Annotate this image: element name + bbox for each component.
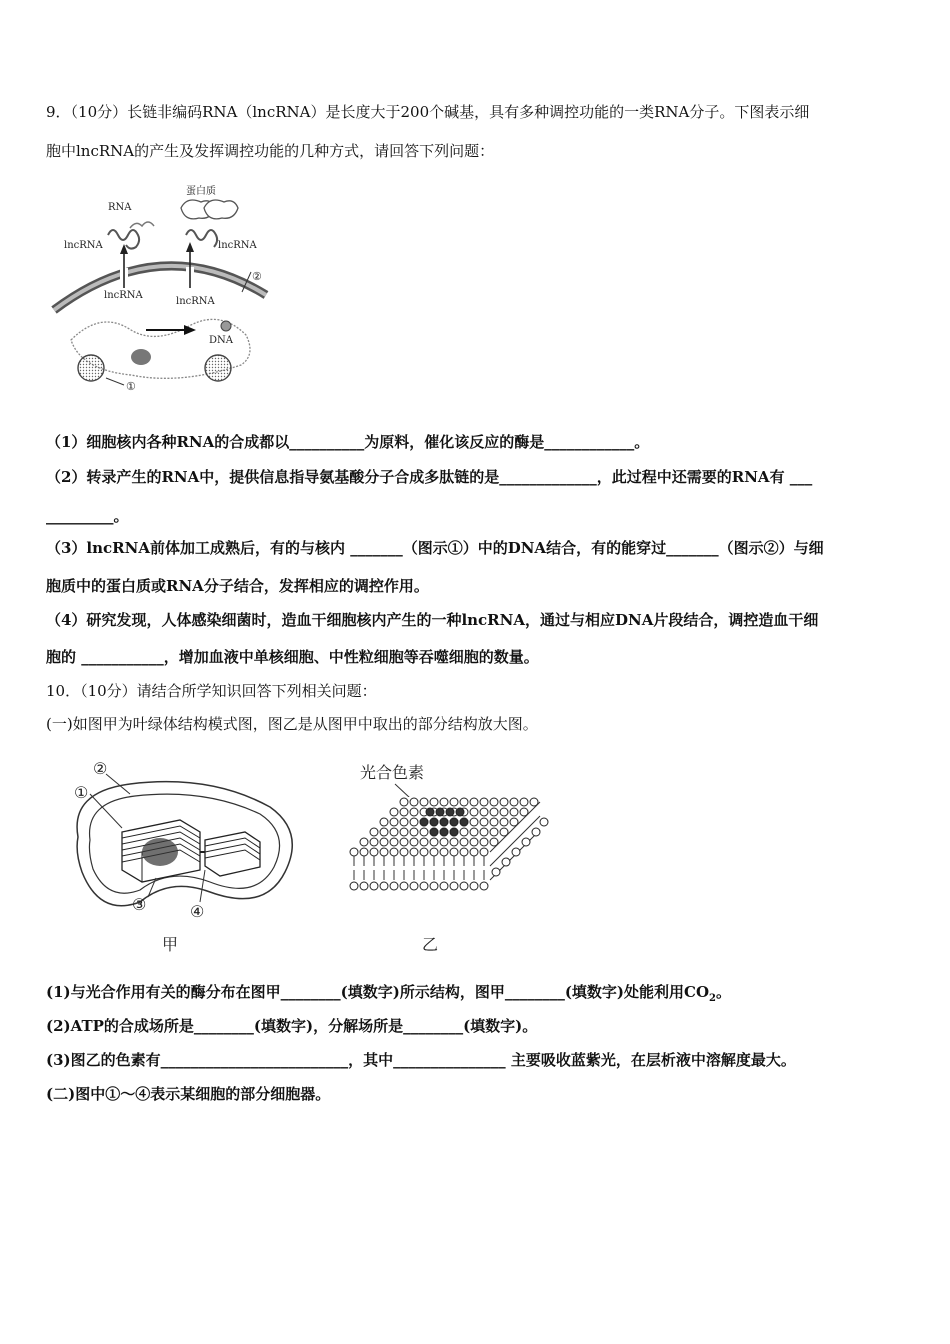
label-protein: 蛋白质 xyxy=(186,186,216,197)
label-rna: RNA xyxy=(108,202,132,213)
q9-stem-line1-text: 9．（10分）长链非编码RNA（lncRNA）是长度大于200个碱基，具有多种调控功能的一类RNA分子。下图表示细 xyxy=(46,103,810,121)
q9-part3-line1 xyxy=(46,538,824,558)
q9-stem-line2 xyxy=(46,141,494,161)
label-dna: DNA xyxy=(209,335,233,346)
q9-part2-line1 xyxy=(46,467,812,487)
rna-strand xyxy=(130,222,154,228)
label-n2: ② xyxy=(93,759,108,778)
q10-part3 xyxy=(46,1050,796,1070)
q9-part3-line2-text: 胞质中的蛋白质或RNA分子结合，发挥相应的调控作用。 xyxy=(46,577,429,595)
label-yi: 乙 xyxy=(422,935,439,954)
q10-part3-text: (3)图乙的色素有_________________________，其中_______________ 主要吸收蓝紫光，在层析液中溶解度最大。 xyxy=(46,1051,796,1069)
q9-part2-line1-text: （2）转录产生的RNA中，提供信息指导氨基酸分子合成多肽链的是_____________，此过程中还需要的RNA有 ___ xyxy=(46,468,813,486)
q9-part2-line2-text: _________。 xyxy=(46,507,129,525)
q9-part2-line2 xyxy=(46,506,129,526)
q10-stem-line2-text: (一)如图甲为叶绿体结构模式图，图乙是从图甲中取出的部分结构放大图。 xyxy=(46,715,538,733)
membrane-bilayer xyxy=(350,797,548,892)
q9-part3-line2 xyxy=(46,576,429,596)
label-lncrna-left: lncRNA xyxy=(64,240,103,251)
q10-stem-line1 xyxy=(46,681,377,701)
q9-stem-line2-text: 胞中lncRNA的产生及发挥调控功能的几种方式，请回答下列问题： xyxy=(46,142,495,160)
q9-part4-line1 xyxy=(46,610,818,630)
q10-part-two-intro-text: (二)图中①～④表示某细胞的部分细胞器。 xyxy=(46,1085,331,1103)
protein-shape-right xyxy=(204,200,238,219)
q10-stem-line1-text: 10．（10分）请结合所学知识回答下列相关问题： xyxy=(46,682,377,700)
polymerase xyxy=(131,349,151,365)
q9-part4-line2 xyxy=(46,647,539,667)
q10-part2-text: (2)ATP的合成场所是________(填数字)，分解场所是________(填数字)。 xyxy=(46,1017,538,1035)
q9-stem-line1 xyxy=(46,102,809,122)
nucleosome-left xyxy=(78,355,104,381)
q9-part3-line1-text: （3）lncRNA前体加工成熟后，有的与核内 _______（图示①）中的DNA结合，有的能穿过_______（图示②）与细 xyxy=(46,539,824,557)
q10-stem-line2 xyxy=(46,714,538,734)
q9-part1-text: （1）细胞核内各种RNA的合成都以__________为原料，催化该反应的酶是____________。 xyxy=(46,433,650,451)
q9-part1 xyxy=(46,432,649,452)
grana-stack-main xyxy=(122,820,200,882)
label-lncrna-mid1: lncRNA xyxy=(104,290,143,301)
label-circle-1: ① xyxy=(126,380,136,393)
q10-part2 xyxy=(46,1016,537,1036)
label-lncrna-right: lncRNA xyxy=(218,240,257,251)
label-n3: ③ xyxy=(132,895,147,914)
q10-part1 xyxy=(46,982,731,1009)
label-pigment: 光合色素 xyxy=(360,763,425,782)
label-lncrna-mid2: lncRNA xyxy=(176,296,215,307)
nucleosome-right xyxy=(205,355,231,381)
label-n1: ① xyxy=(74,783,89,802)
label-n4: ④ xyxy=(190,902,205,921)
thylakoid-figure-yi xyxy=(340,752,560,957)
label-jia: 甲 xyxy=(162,935,179,954)
q10-part1-end: 。 xyxy=(716,983,732,1001)
q10-part1-text: (1)与光合作用有关的酶分布在图甲________(填数字)所示结构，图甲________(填数字)处能利用CO xyxy=(46,983,710,1001)
grana-stack-right xyxy=(205,832,260,876)
lncrna-figure xyxy=(46,180,281,395)
q9-part4-line1-text: （4）研究发现，人体感染细菌时，造血干细胞核内产生的一种lncRNA，通过与相应DNA片段结合，调控造血干细 xyxy=(46,611,819,629)
label-circle-2: ② xyxy=(252,270,262,283)
q10-part1-subscript: 2 xyxy=(709,993,716,1004)
q10-part-two-intro xyxy=(46,1084,330,1104)
chloroplast-figure-jia xyxy=(60,752,310,957)
q9-part4-line2-text: 胞的 ___________，增加血液中单核细胞、中性粒细胞等吞噬细胞的数量。 xyxy=(46,648,539,666)
